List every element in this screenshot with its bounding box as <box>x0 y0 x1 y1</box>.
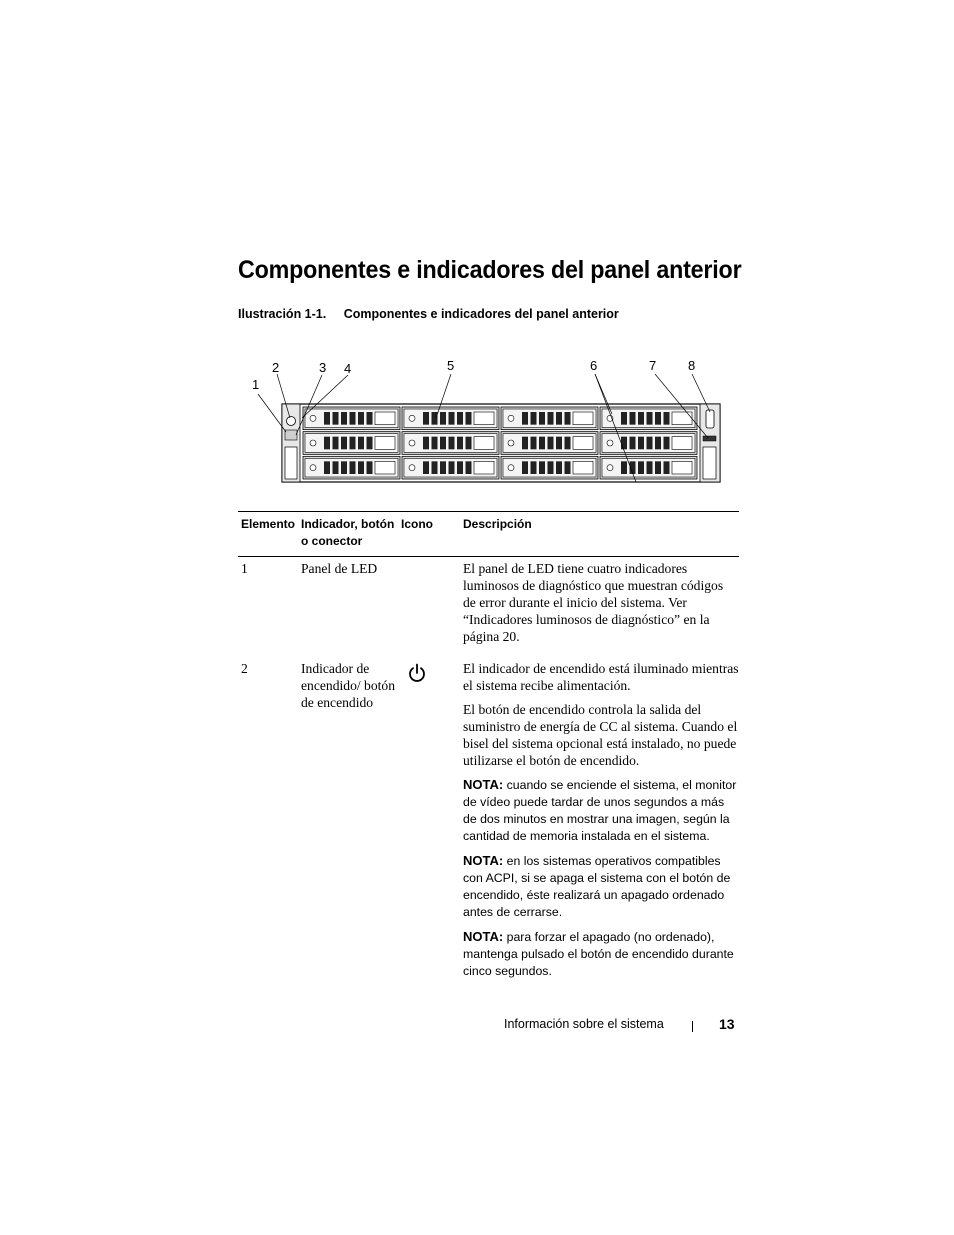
power-button-shape <box>287 417 296 426</box>
row2-icon-cell <box>398 660 460 987</box>
drive-vent-slot <box>457 437 463 450</box>
drive-vent-slot <box>621 461 627 474</box>
note-1-text: cuando se enciende el sistema, el monitor de vídeo puede tardar de unos segundos a más de dos minutos en mostrar una imagen, según la cantidad de memoria instalada en el sistema. <box>463 778 737 843</box>
note-2 <box>463 852 739 921</box>
drive-release-button <box>310 465 316 471</box>
drive-vent-slot <box>432 437 438 450</box>
drive-vent-slot <box>367 412 373 425</box>
header-indicator-line2: o conector <box>301 534 363 548</box>
drive-vent-slot <box>621 437 627 450</box>
drive-vent-slot <box>630 412 636 425</box>
note-3-label: NOTA: <box>463 929 504 944</box>
callout-3: 3 <box>319 360 327 375</box>
drive-vent-slot <box>350 437 356 450</box>
drive-release-button <box>409 415 415 421</box>
power-icon <box>407 663 427 683</box>
drive-vent-slot <box>423 461 429 474</box>
callout-5: 5 <box>447 358 455 373</box>
drive-vent-slot <box>440 412 446 425</box>
footer-section: Información sobre el sistema <box>504 1017 664 1031</box>
drive-release-button <box>310 415 316 421</box>
drive-release-button <box>409 440 415 446</box>
callout-4: 4 <box>344 361 352 376</box>
drive-handle <box>474 461 494 474</box>
video-connector-shape <box>706 410 714 428</box>
drive-handle <box>375 412 395 425</box>
drive-release-button <box>310 440 316 446</box>
drive-vent-slot <box>333 461 339 474</box>
drive-vent-slot <box>638 412 644 425</box>
footer-separator <box>692 1021 693 1032</box>
row1-description <box>460 560 739 652</box>
note-3-text: para forzar el apagado (no ordenado), mantenga pulsado el botón de encendido durante cinco segundos. <box>463 930 734 978</box>
note-3 <box>463 928 739 980</box>
drive-vent-slot <box>423 412 429 425</box>
callout-6: 6 <box>590 358 598 373</box>
drive-vent-slot <box>333 437 339 450</box>
row1-name: Panel de LED <box>301 561 378 576</box>
drive-vent-slot <box>457 412 463 425</box>
page-number: 13 <box>719 1016 735 1032</box>
drive-vent-slot <box>621 412 627 425</box>
drive-vent-slot <box>655 461 661 474</box>
note-1-label: NOTA: <box>463 777 504 792</box>
drive-vent-slot <box>539 461 545 474</box>
left-pull-tab <box>285 447 297 479</box>
figure-number: Ilustración 1-1. <box>238 307 327 321</box>
row1-description-text: El panel de LED tiene cuatro indicadores luminosos de diagnóstico que muestran códigos de error durante el inicio del sistema. Ver “Indicadores luminosos de diagnóstico” en la página 20. <box>463 561 724 644</box>
row1-item: 1 <box>241 561 248 576</box>
spec-table <box>238 511 739 987</box>
drive-vent-slot <box>440 461 446 474</box>
drive-vent-slot <box>548 412 554 425</box>
drive-vent-slot <box>466 437 472 450</box>
drive-vent-slot <box>548 461 554 474</box>
note-1 <box>463 776 739 845</box>
drive-vent-slot <box>655 437 661 450</box>
drive-vent-slot <box>531 412 537 425</box>
drive-vent-slot <box>341 437 347 450</box>
drive-vent-slot <box>655 412 661 425</box>
page-footer <box>504 1016 736 1036</box>
drive-handle <box>474 412 494 425</box>
drive-vent-slot <box>324 461 330 474</box>
drive-vent-slot <box>565 412 571 425</box>
row2-description-2: El botón de encendido controla la salida del suministro de energía de CC al sistema. Cuando el bisel del sistema opcional está instalado, no puede utilizarse el botón de encendido. <box>463 702 738 768</box>
drive-vent-slot <box>333 412 339 425</box>
header-item: Elemento <box>241 517 296 531</box>
drive-handle <box>474 437 494 450</box>
drive-vent-slot <box>449 437 455 450</box>
drive-vent-slot <box>449 461 455 474</box>
drive-vent-slot <box>341 412 347 425</box>
drive-vent-slot <box>466 412 472 425</box>
drive-vent-slot <box>440 437 446 450</box>
drive-vent-slot <box>423 437 429 450</box>
drive-vent-slot <box>638 461 644 474</box>
header-indicator-line1: Indicador, botón <box>301 517 395 531</box>
row2-description-1: El indicador de encendido está iluminado mientras el sistema recibe alimentación. <box>463 661 739 693</box>
drive-release-button <box>409 465 415 471</box>
drive-vent-slot <box>358 412 364 425</box>
table-header <box>238 511 739 557</box>
drive-vent-slot <box>638 437 644 450</box>
drive-vent-slot <box>466 461 472 474</box>
drive-release-button <box>508 465 514 471</box>
drive-vent-slot <box>531 437 537 450</box>
drive-vent-slot <box>565 461 571 474</box>
drive-vent-slot <box>350 412 356 425</box>
row2-item: 2 <box>241 661 248 676</box>
drive-handle <box>672 412 692 425</box>
drive-release-button <box>508 415 514 421</box>
drive-handle <box>573 437 593 450</box>
callout-1: 1 <box>252 377 260 392</box>
drive-vent-slot <box>522 412 528 425</box>
drive-vent-slot <box>664 461 670 474</box>
drive-vent-slot <box>647 437 653 450</box>
right-pull-tab <box>703 447 716 479</box>
drive-vent-slot <box>367 461 373 474</box>
drive-vent-slot <box>358 437 364 450</box>
header-description: Descripción <box>463 517 532 531</box>
drive-vent-slot <box>432 412 438 425</box>
table-row <box>238 557 739 652</box>
row1-icon <box>398 560 460 652</box>
drive-vent-slot <box>565 437 571 450</box>
figure-caption <box>238 307 619 321</box>
drive-vent-slot <box>449 412 455 425</box>
callout-7: 7 <box>649 358 657 373</box>
led-panel-shape <box>285 430 297 440</box>
drive-vent-slot <box>531 461 537 474</box>
drive-vent-slot <box>664 437 670 450</box>
drive-handle <box>672 437 692 450</box>
drive-vent-slot <box>341 461 347 474</box>
note-2-label: NOTA: <box>463 853 504 868</box>
drive-vent-slot <box>556 412 562 425</box>
drive-handle <box>375 437 395 450</box>
drive-vent-slot <box>522 437 528 450</box>
drive-handle <box>672 461 692 474</box>
page-title: Componentes e indicadores del panel anterior <box>238 256 742 284</box>
front-panel-figure <box>240 352 730 492</box>
figure-title: Componentes e indicadores del panel anterior <box>343 307 619 321</box>
drive-release-button <box>508 440 514 446</box>
drive-vent-slot <box>539 412 545 425</box>
drive-release-button <box>607 465 613 471</box>
drive-vent-slot <box>324 412 330 425</box>
drive-vent-slot <box>630 437 636 450</box>
drive-vent-slot <box>432 461 438 474</box>
callout-8: 8 <box>688 358 696 373</box>
drive-vent-slot <box>367 437 373 450</box>
drive-vent-slot <box>457 461 463 474</box>
drive-vent-slot <box>350 461 356 474</box>
drive-vent-slot <box>358 461 364 474</box>
header-icon: Icono <box>401 517 433 531</box>
drive-vent-slot <box>324 437 330 450</box>
drive-handle <box>573 412 593 425</box>
table-row <box>238 652 739 987</box>
row2-description <box>460 660 739 987</box>
drive-vent-slot <box>556 437 562 450</box>
usb-connector-shape <box>703 436 716 441</box>
note-2-text: en los sistemas operativos compatibles con ACPI, si se apaga el sistema con el botón de encendido, éste realizará un apagado ordenado antes de cerrarse. <box>463 854 731 919</box>
drive-vent-slot <box>548 437 554 450</box>
drive-handle <box>375 461 395 474</box>
row2-name: Indicador de encendido/ botón de encendido <box>301 661 396 710</box>
callout-2: 2 <box>272 360 280 375</box>
drive-vent-slot <box>539 437 545 450</box>
drive-vent-slot <box>522 461 528 474</box>
header-indicator <box>298 516 398 550</box>
drive-vent-slot <box>664 412 670 425</box>
drive-release-button <box>607 440 613 446</box>
drive-vent-slot <box>647 412 653 425</box>
drive-vent-slot <box>556 461 562 474</box>
drive-vent-slot <box>647 461 653 474</box>
drive-handle <box>573 461 593 474</box>
